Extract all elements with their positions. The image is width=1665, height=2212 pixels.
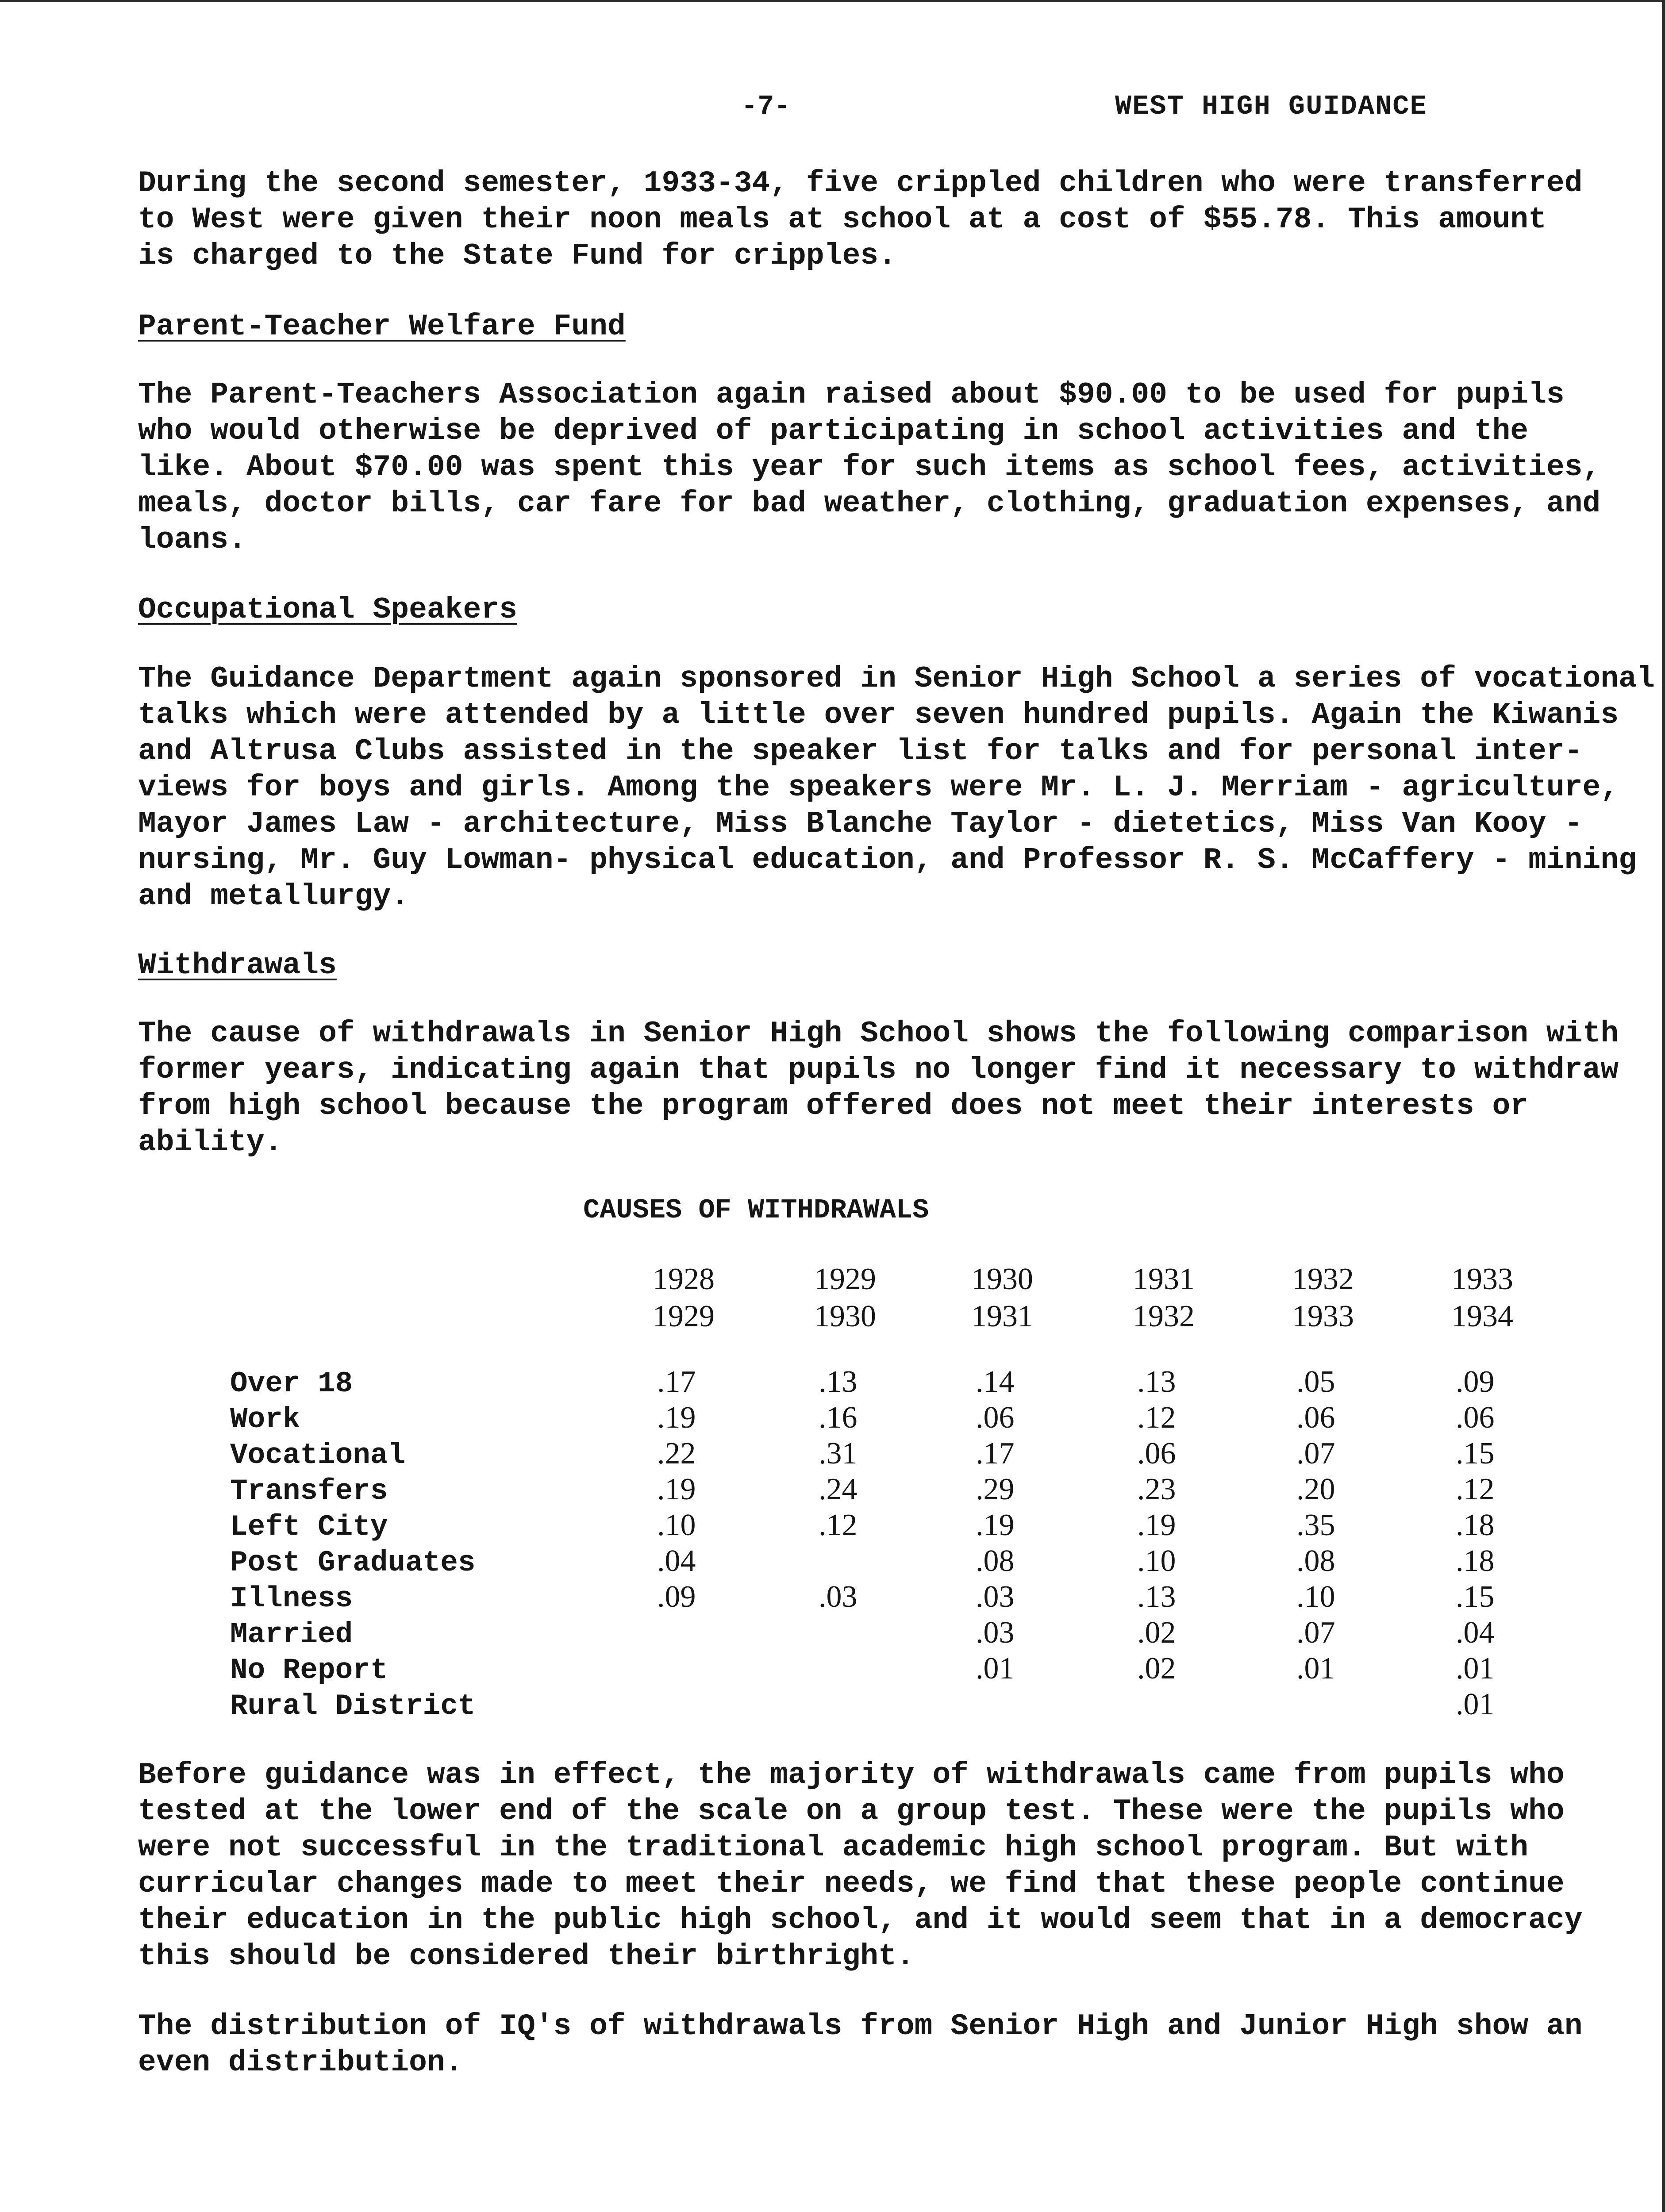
row-label: No Report: [230, 1654, 388, 1687]
row-label: Transfers: [230, 1475, 388, 1508]
table-cell: .04: [657, 1544, 696, 1578]
column-header-start-year: 1932: [1292, 1262, 1354, 1296]
table-cell: .31: [819, 1436, 857, 1471]
table-cell: .20: [1296, 1472, 1335, 1506]
text-line: Mayor James Law - architecture, Miss Blanche Taylor - dietetics, Miss Van Kooy -: [138, 807, 1583, 841]
column-header-end-year: 1934: [1451, 1299, 1513, 1333]
text-line: During the second semester, 1933-34, five crippled children who were transferred: [138, 166, 1583, 200]
column-header: [1292, 1261, 1354, 1335]
text-line: even distribution.: [138, 2046, 463, 2080]
table-cell: .17: [976, 1436, 1015, 1471]
table-cell: .15: [1456, 1436, 1495, 1471]
withdrawals-paragraph: [138, 1016, 1619, 1161]
text-line: The cause of withdrawals in Senior High School shows the following comparison with: [138, 1017, 1619, 1051]
table-cell: .23: [1137, 1472, 1176, 1506]
table-cell: .06: [976, 1401, 1015, 1435]
text-line: and Altrusa Clubs assisted in the speaker list for talks and for personal inter-: [138, 734, 1583, 768]
text-line: to West were given their noon meals at school at a cost of $55.78. This amount: [138, 203, 1546, 237]
table-cell: .08: [1296, 1544, 1335, 1578]
table-cell: .19: [657, 1401, 696, 1435]
table-cell: .13: [819, 1365, 857, 1399]
scan-top-border: [0, 0, 1665, 2]
section-heading-speakers: Occupational Speakers: [138, 593, 517, 627]
welfare-paragraph: [138, 377, 1600, 558]
column-header: [1133, 1261, 1195, 1335]
table-cell: .29: [976, 1472, 1015, 1506]
row-label: Over 18: [230, 1367, 353, 1400]
table-title: CAUSES OF WITHDRAWALS: [583, 1194, 929, 1226]
column-header-start-year: 1928: [653, 1262, 715, 1296]
column-header-end-year: 1930: [814, 1299, 876, 1333]
row-label: Left City: [230, 1510, 388, 1544]
text-line: who would otherwise be deprived of participating in school activities and the: [138, 414, 1529, 448]
text-line: meals, doctor bills, car fare for bad weather, clothing, graduation expenses, and: [138, 487, 1601, 521]
text-line: former years, indicating again that pupils no longer find it necessary to withdraw: [138, 1053, 1619, 1087]
scan-right-border: [1662, 0, 1665, 2212]
text-line: like. About $70.00 was spent this year for such items as school fees, activities,: [138, 450, 1601, 484]
column-header: [653, 1261, 715, 1335]
table-cell: .24: [819, 1472, 857, 1506]
row-label: Post Graduates: [230, 1546, 476, 1579]
table-cell: .16: [819, 1401, 857, 1435]
column-header-end-year: 1932: [1133, 1299, 1195, 1333]
text-line: The Parent-Teachers Association again raised about $90.00 to be used for pupils: [138, 378, 1565, 412]
text-line: loans.: [138, 523, 246, 557]
table-cell: .09: [1456, 1365, 1495, 1399]
table-cell: .01: [976, 1651, 1015, 1686]
table-cell: .01: [1456, 1687, 1495, 1721]
speakers-paragraph: [138, 661, 1655, 915]
table-cell: .08: [976, 1544, 1015, 1578]
table-cell: .01: [1296, 1651, 1335, 1686]
table-cell: .03: [976, 1580, 1015, 1614]
closing-paragraph: [138, 1757, 1583, 1975]
table-cell: .10: [657, 1508, 696, 1542]
table-cell: .13: [1137, 1365, 1176, 1399]
text-line: views for boys and girls. Among the speakers were Mr. L. J. Merriam - agriculture,: [138, 771, 1619, 805]
table-cell: .18: [1456, 1544, 1495, 1578]
page-number: -7-: [741, 91, 791, 122]
table-cell: .06: [1296, 1401, 1335, 1435]
table-cell: .03: [819, 1580, 857, 1614]
table-cell: .10: [1137, 1544, 1176, 1578]
column-header-end-year: 1929: [653, 1299, 715, 1333]
table-cell: .19: [657, 1472, 696, 1506]
table-cell: .02: [1137, 1651, 1176, 1686]
text-line: is charged to the State Fund for cripples.: [138, 239, 896, 273]
text-line: this should be considered their birthright.: [138, 1939, 915, 1974]
section-heading-welfare: Parent-Teacher Welfare Fund: [138, 310, 626, 344]
table-cell: .14: [976, 1365, 1015, 1399]
row-label: Illness: [230, 1582, 353, 1615]
table-cell: .18: [1456, 1508, 1495, 1542]
text-line: curricular changes made to meet their needs, we find that these people continue: [138, 1867, 1565, 1901]
column-header-start-year: 1933: [1451, 1262, 1513, 1296]
column-header: [971, 1261, 1033, 1335]
text-line: tested at the lower end of the scale on a group test. These were the pupils who: [138, 1794, 1565, 1828]
table-cell: .13: [1137, 1580, 1176, 1614]
table-cell: .15: [1456, 1580, 1495, 1614]
column-header-start-year: 1930: [971, 1262, 1033, 1296]
text-line: were not successful in the traditional academic high school program. But with: [138, 1831, 1529, 1865]
column-header-end-year: 1931: [971, 1299, 1033, 1333]
text-line: Before guidance was in effect, the majority of withdrawals came from pupils who: [138, 1758, 1565, 1792]
row-label: Vocational: [230, 1439, 406, 1472]
table-cell: .04: [1456, 1616, 1495, 1650]
column-header-start-year: 1929: [814, 1262, 876, 1296]
iq-distribution-paragraph: [138, 2008, 1583, 2081]
column-header: [814, 1261, 876, 1335]
table-cell: .09: [657, 1580, 696, 1614]
row-label: Work: [230, 1403, 300, 1436]
text-line: ability.: [138, 1125, 283, 1160]
table-cell: .12: [819, 1508, 857, 1542]
table-cell: .12: [1456, 1472, 1495, 1506]
table-cell: .35: [1296, 1508, 1335, 1542]
table-cell: .07: [1296, 1436, 1335, 1471]
text-line: The Guidance Department again sponsored in Senior High School a series of vocational: [138, 662, 1655, 696]
column-header-start-year: 1931: [1133, 1262, 1195, 1296]
text-line: The distribution of IQ's of withdrawals from Senior High and Junior High show an: [138, 2009, 1583, 2043]
table-cell: .19: [1137, 1508, 1176, 1542]
table-cell: .05: [1296, 1365, 1335, 1399]
text-line: talks which were attended by a little over seven hundred pupils. Again the Kiwanis: [138, 698, 1619, 732]
text-line: their education in the public high school, and it would seem that in a democracy: [138, 1903, 1583, 1937]
text-line: from high school because the program offered does not meet their interests or: [138, 1089, 1529, 1123]
running-title: WEST HIGH GUIDANCE: [1115, 91, 1427, 122]
table-cell: .19: [976, 1508, 1015, 1542]
row-label: Married: [230, 1618, 353, 1651]
table-cell: .06: [1456, 1401, 1495, 1435]
section-heading-withdrawals: Withdrawals: [138, 949, 337, 983]
table-cell: .06: [1137, 1436, 1176, 1471]
column-header: [1451, 1261, 1513, 1335]
text-line: nursing, Mr. Guy Lowman- physical education, and Professor R. S. McCaffery - mining: [138, 843, 1637, 877]
row-label: Rural District: [230, 1690, 476, 1723]
text-line: and metallurgy.: [138, 879, 409, 914]
intro-paragraph: [138, 165, 1583, 274]
table-cell: .12: [1137, 1401, 1176, 1435]
table-cell: .07: [1296, 1616, 1335, 1650]
column-header-end-year: 1933: [1292, 1299, 1354, 1333]
table-cell: .22: [657, 1436, 696, 1471]
table-cell: .01: [1456, 1651, 1495, 1686]
table-cell: .02: [1137, 1616, 1176, 1650]
table-cell: .03: [976, 1616, 1015, 1650]
table-cell: .17: [657, 1365, 696, 1399]
table-cell: .10: [1296, 1580, 1335, 1614]
